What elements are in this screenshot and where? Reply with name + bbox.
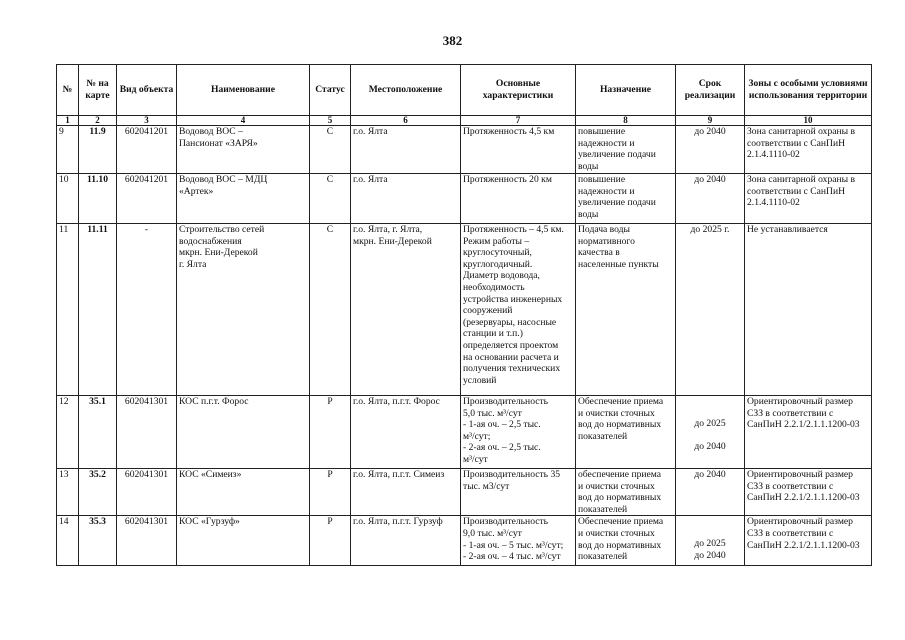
implementation-term-first-stage: до 2025 <box>694 538 726 550</box>
column-number: 9 <box>676 116 745 126</box>
column-number: 7 <box>461 116 576 126</box>
header-cell: № <box>57 65 79 116</box>
object-status: Р <box>310 469 351 516</box>
map-number: 35.1 <box>79 396 117 469</box>
header-cell: № на карте <box>79 65 117 116</box>
object-status: С <box>310 126 351 174</box>
object-characteristics: Производительность 5,0 тыс. м³/сут - 1-ая оч. – 2,5 тыс. м³/сут; - 2-ая оч. – 2,5 тыс. м³/сут <box>461 396 576 469</box>
implementation-term: до 2025 г. <box>676 224 745 396</box>
object-status: Р <box>310 396 351 469</box>
implementation-term-cell <box>676 396 745 469</box>
object-type: 602041301 <box>117 396 177 469</box>
object-name: Водовод ВОС – МДЦ «Артек» <box>177 174 310 224</box>
object-type: - <box>117 224 177 396</box>
object-type: 602041301 <box>117 469 177 516</box>
row-number: 10 <box>57 174 79 224</box>
implementation-term-second-stage: до 2040 <box>694 440 726 452</box>
table-row <box>57 396 872 469</box>
object-type: 602041201 <box>117 126 177 174</box>
object-characteristics: Производительность 9,0 тыс. м³/сут - 1-ая оч. – 5 тыс. м³/сут; - 2-ая оч. – 4 тыс. м³/сут <box>461 516 576 566</box>
object-name: КОС п.г.т. Форос <box>177 396 310 469</box>
special-zones: Ориентировочный размер СЗЗ в соответствии с СанПиН 2.2.1/2.1.1.1200-03 <box>745 396 872 469</box>
object-purpose: обеспечение приема и очистки сточных вод до нормативных показателей <box>576 469 676 516</box>
column-number: 4 <box>177 116 310 126</box>
implementation-term-cell <box>676 516 745 566</box>
table-row <box>57 469 872 516</box>
map-number: 11.10 <box>79 174 117 224</box>
object-characteristics: Протяженность 4,5 км <box>461 126 576 174</box>
object-characteristics: Протяженность 20 км <box>461 174 576 224</box>
column-number: 3 <box>117 116 177 126</box>
objects-table <box>56 64 872 566</box>
object-purpose: повышение надежности и увеличение подачи воды <box>576 174 676 224</box>
implementation-term: до 2040 <box>676 126 745 174</box>
map-number: 11.9 <box>79 126 117 174</box>
implementation-term: до 2040 <box>676 469 745 516</box>
row-number: 14 <box>57 516 79 566</box>
page-number: 382 <box>442 33 463 48</box>
table-row <box>57 224 872 396</box>
row-number: 9 <box>57 126 79 174</box>
implementation-term: до 2040 <box>676 174 745 224</box>
row-number: 11 <box>57 224 79 396</box>
map-number: 35.2 <box>79 469 117 516</box>
table-row <box>57 126 872 174</box>
row-number: 12 <box>57 396 79 469</box>
object-name: КОС «Симеиз» <box>177 469 310 516</box>
column-number: 5 <box>310 116 351 126</box>
object-status: С <box>310 224 351 396</box>
table-row <box>57 516 872 566</box>
table-row <box>57 174 872 224</box>
implementation-term-second-stage: до 2040 <box>694 549 726 561</box>
object-name: Строительство сетей водоснабжения мкрн. Ени-Дерекой г. Ялта <box>177 224 310 396</box>
object-purpose: Подача воды нормативного качества в населенные пункты <box>576 224 676 396</box>
object-location: г.о. Ялта, п.г.т. Симеиз <box>351 469 461 516</box>
special-zones: Не устанавливается <box>745 224 872 396</box>
column-number: 2 <box>79 116 117 126</box>
row-number: 13 <box>57 469 79 516</box>
object-name: Водовод ВОС – Пансионат «ЗАРЯ» <box>177 126 310 174</box>
header-cell: Основные характеристики <box>461 65 576 116</box>
implementation-term-first-stage: до 2025 <box>694 418 726 429</box>
column-number-row <box>57 116 872 126</box>
object-name: КОС «Гурзуф» <box>177 516 310 566</box>
header-cell: Местоположение <box>351 65 461 116</box>
object-characteristics: Производительность 35 тыс. м3/сут <box>461 469 576 516</box>
object-purpose: Обеспечение приема и очистки сточных вод до нормативных показателей <box>576 396 676 469</box>
object-purpose: Обеспечение приема и очистки сточных вод до нормативных показателей <box>576 516 676 566</box>
special-zones: Ориентировочный размер СЗЗ в соответствии с СанПиН 2.2.1/2.1.1.1200-03 <box>745 516 872 566</box>
object-location: г.о. Ялта <box>351 126 461 174</box>
column-number: 8 <box>576 116 676 126</box>
column-number: 6 <box>351 116 461 126</box>
special-zones: Зона санитарной охраны в соответствии с СанПиН 2.1.4.1110-02 <box>745 174 872 224</box>
object-status: С <box>310 174 351 224</box>
object-status: Р <box>310 516 351 566</box>
header-cell: Зоны с особыми условиями использования территории <box>745 65 872 116</box>
header-row <box>57 65 872 116</box>
column-number: 10 <box>745 116 872 126</box>
column-number: 1 <box>57 116 79 126</box>
header-cell: Вид объекта <box>117 65 177 116</box>
object-location: г.о. Ялта <box>351 174 461 224</box>
header-cell: Статус <box>310 65 351 116</box>
special-zones: Ориентировочный размер СЗЗ в соответствии с СанПиН 2.2.1/2.1.1.1200-03 <box>745 469 872 516</box>
map-number: 11.11 <box>79 224 117 396</box>
object-type: 602041301 <box>117 516 177 566</box>
special-zones: Зона санитарной охраны в соответствии с СанПиН 2.1.4.1110-02 <box>745 126 872 174</box>
object-purpose: повышение надежности и увеличение подачи воды <box>576 126 676 174</box>
header-cell: Срок реализации <box>676 65 745 116</box>
object-location: г.о. Ялта, п.г.т. Гурзуф <box>351 516 461 566</box>
map-number: 35.3 <box>79 516 117 566</box>
object-location: г.о. Ялта, г. Ялта, мкрн. Ени-Дерекой <box>351 224 461 396</box>
object-location: г.о. Ялта, п.г.т. Форос <box>351 396 461 469</box>
object-type: 602041201 <box>117 174 177 224</box>
object-characteristics: Протяженность – 4,5 км. Режим работы – круглосуточный, круглогодичный. Диаметр водовода, необходимость устройства инженерных сооружений (резервуары, насосные станции и т.п.) определяется проектом на основании расчета и получения технических условий <box>461 224 576 396</box>
header-cell: Наименование <box>177 65 310 116</box>
header-cell: Назначение <box>576 65 676 116</box>
